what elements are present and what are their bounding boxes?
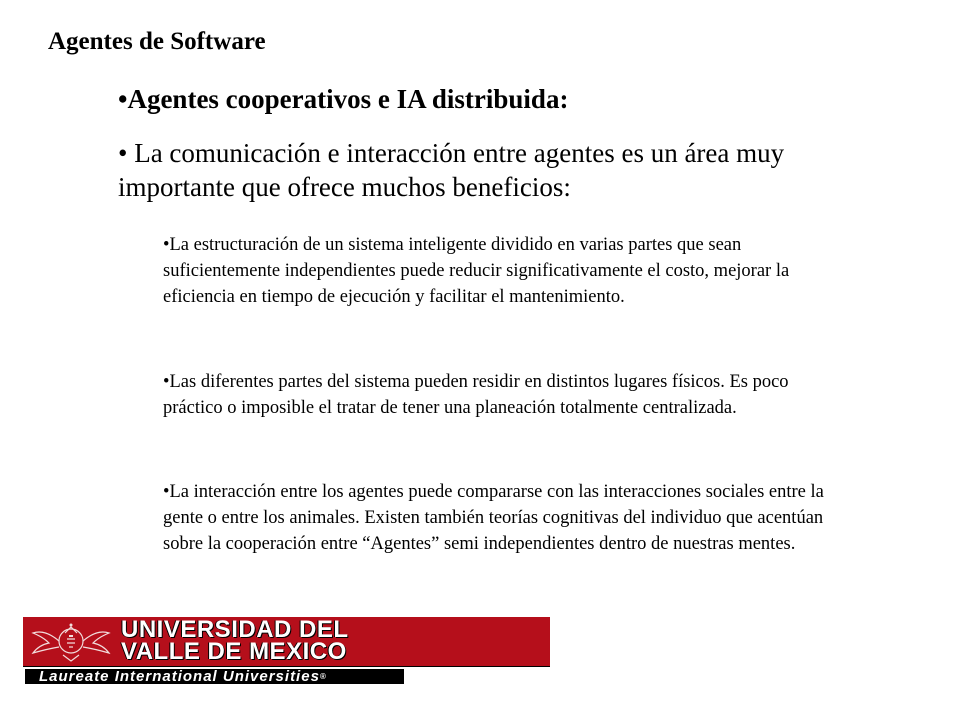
university-banner (23, 617, 550, 687)
bullet-1: •La estructuración de un sistema inteligente dividido en varias partes que sean suficientemente independientes puede reducir significativamente el costo, mejorar la eficiencia en tiempo de ejecución y facilitar el mantenimiento. (163, 235, 790, 307)
network-name: Laureate International Universities (39, 668, 320, 685)
eagle-crest-icon (25, 619, 117, 665)
slide-subtitle: •Agentes cooperativos e IA distribuida: (118, 84, 569, 114)
network-label (39, 669, 327, 685)
slide-intro: • La comunicación e interacción entre agentes es un área muy importante que ofrece muchos beneficios: (118, 138, 785, 202)
university-name-line1: UNIVERSIDAD DEL (121, 616, 349, 643)
university-name-line2: VALLE DE MEXICO (121, 638, 347, 665)
bullet-2: •Las diferentes partes del sistema pueden residir en distintos lugares físicos. Es poco práctico o imposible el tratar de tener una planeación totalmente centralizada. (163, 372, 789, 418)
bullet-3: •La interacción entre los agentes puede compararse con las interacciones sociales entre la gente o entre los animales. Existen también teorías cognitivas del individuo que acentúan sobre la cooperación entre “Agentes” semi independientes dentro de nuestras mentes. (163, 482, 824, 554)
network-strip (23, 666, 550, 687)
network-strip-band (25, 669, 404, 684)
registered-mark: ® (319, 672, 327, 681)
slide-title: Agentes de Software (48, 28, 266, 55)
